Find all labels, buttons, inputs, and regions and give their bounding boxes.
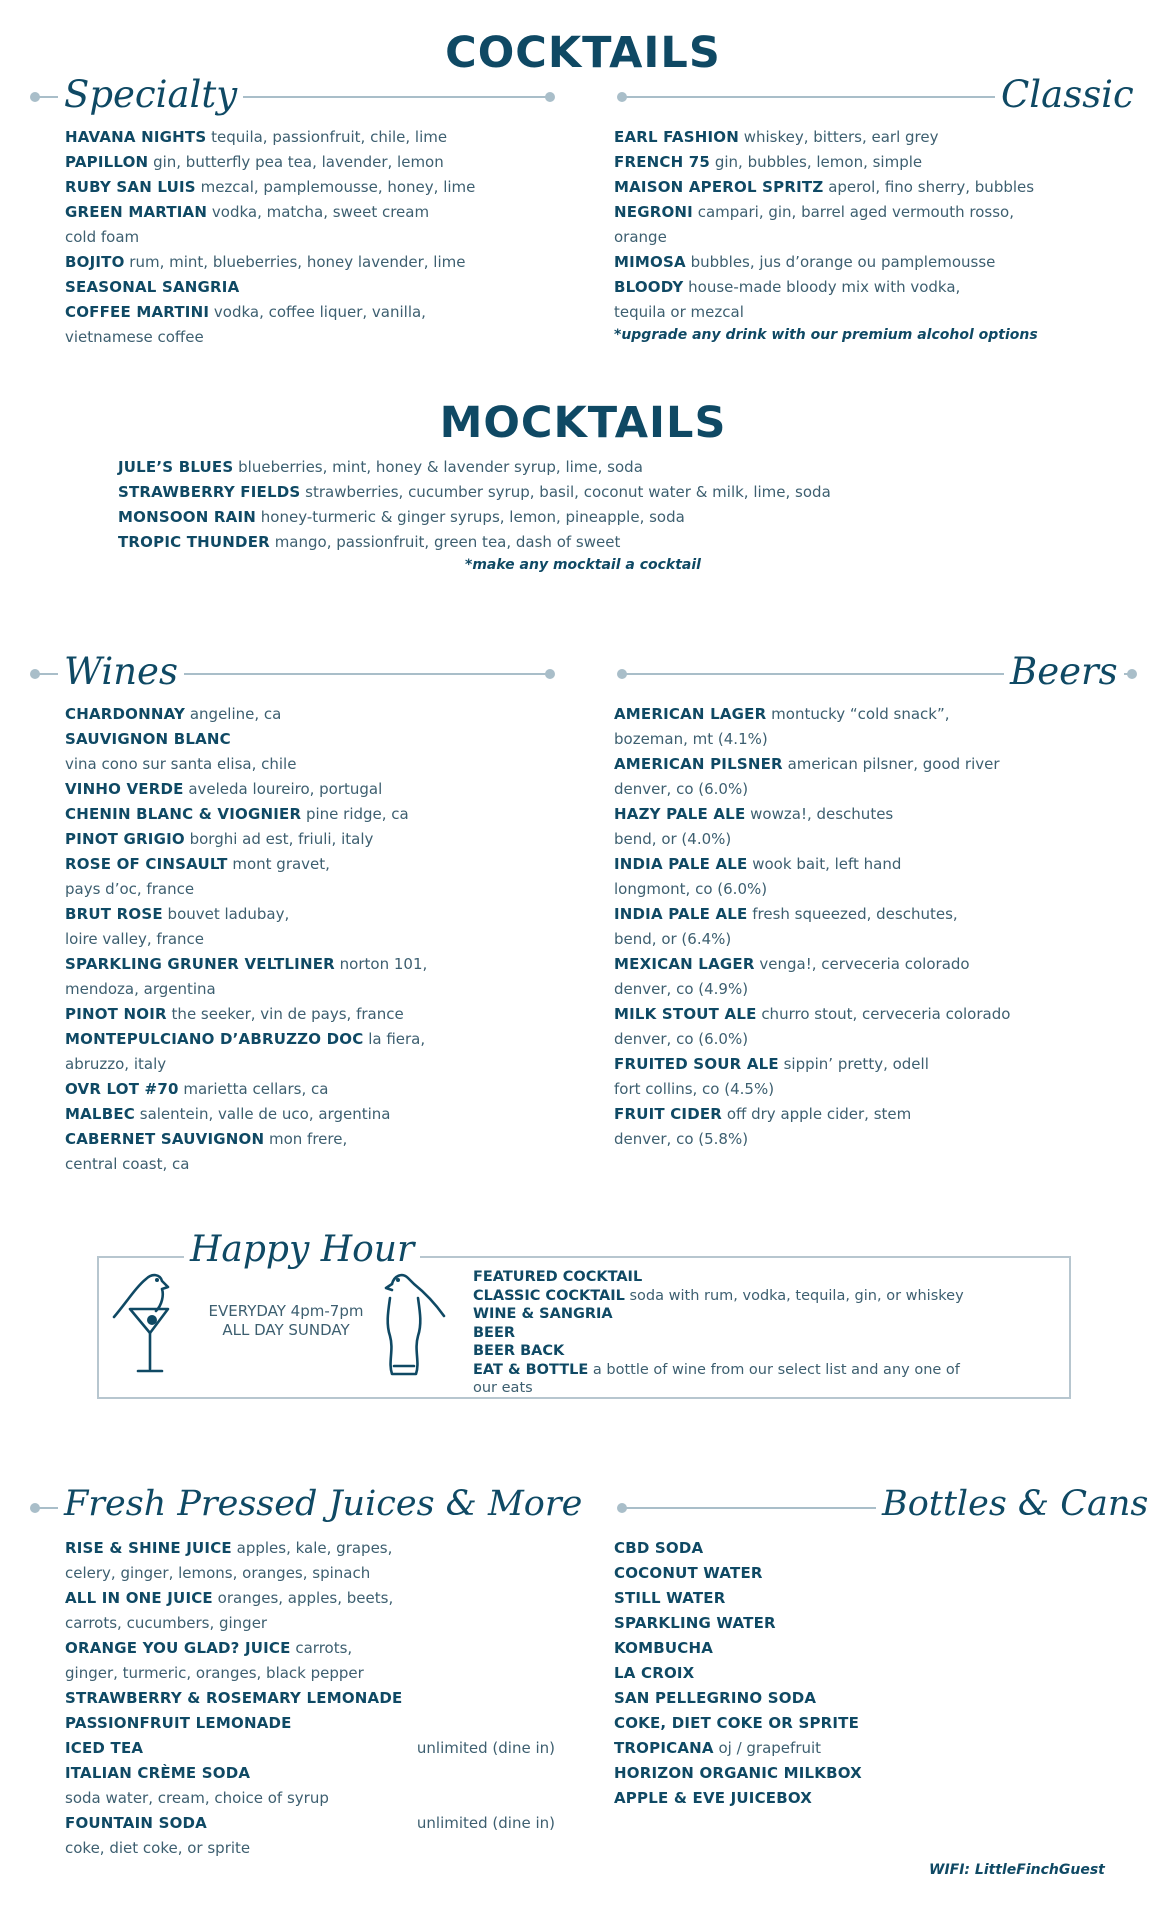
menu-item-name: TROPIC THUNDER xyxy=(118,533,270,551)
menu-item-description: bend, or (4.0%) xyxy=(614,830,732,848)
menu-item-description: house-made bloody mix with vodka, xyxy=(683,278,961,296)
menu-item xyxy=(614,1761,862,1786)
menu-item xyxy=(65,1611,555,1636)
menu-item-name: MILK STOUT ALE xyxy=(614,1005,757,1023)
menu-item xyxy=(614,1052,1010,1077)
menu-item-name: CHARDONNAY xyxy=(65,705,186,723)
menu-item-description: venga!, cerveceria colorado xyxy=(754,955,970,973)
menu-item xyxy=(614,225,1034,250)
menu-item-name: BEER xyxy=(473,1324,516,1341)
menu-item-name: INDIA PALE ALE xyxy=(614,905,748,923)
menu-item-name: MEXICAN LAGER xyxy=(614,955,755,973)
menu-item-name: SEASONAL SANGRIA xyxy=(65,278,240,296)
menu-item-name: BLOODY xyxy=(614,278,684,296)
menu-item xyxy=(614,275,1034,300)
menu-item-description: our eats xyxy=(473,1380,533,1396)
menu-item-description: wook bait, left hand xyxy=(747,855,902,873)
menu-item xyxy=(614,1536,862,1561)
menu-item-name: AMERICAN PILSNER xyxy=(614,755,783,773)
wifi-info: WIFI: LittleFinchGuest xyxy=(929,1862,1105,1878)
menu-item-description: aveleda loureiro, portugal xyxy=(183,780,383,798)
menu-item-name: NEGRONI xyxy=(614,203,693,221)
menu-item xyxy=(614,250,1034,275)
menu-item-description: fresh squeezed, deschutes, xyxy=(747,905,958,923)
menu-item-name: COCONUT WATER xyxy=(614,1564,763,1582)
specialty-heading: Specialty xyxy=(58,76,243,113)
menu-item-description: churro stout, cerveceria colorado xyxy=(756,1005,1011,1023)
happy-hour-sunday: ALL DAY SUNDAY xyxy=(222,1321,350,1339)
specialty-list xyxy=(65,125,475,350)
menu-item xyxy=(65,952,427,977)
menu-item xyxy=(65,702,427,727)
menu-item xyxy=(65,1127,427,1152)
menu-item-description: tequila, passionfruit, chile, lime xyxy=(206,128,448,146)
mocktail-note: *make any mocktail a cocktail xyxy=(465,557,701,573)
menu-item-description: abruzzo, italy xyxy=(65,1055,167,1073)
menu-item xyxy=(65,1786,555,1811)
menu-item-name: AMERICAN LAGER xyxy=(614,705,767,723)
menu-item xyxy=(614,150,1034,175)
menu-item xyxy=(65,1586,555,1611)
menu-item xyxy=(614,300,1034,325)
menu-item xyxy=(614,1736,862,1761)
menu-item-description: aperol, fino sherry, bubbles xyxy=(823,178,1035,196)
menu-item-description: norton 101, xyxy=(334,955,428,973)
menu-item-name: STRAWBERRY & ROSEMARY LEMONADE xyxy=(65,1689,403,1707)
menu-item xyxy=(614,1661,862,1686)
menu-item-description: gin, butterfly pea tea, lavender, lemon xyxy=(148,153,444,171)
menu-item-description: oranges, apples, beets, xyxy=(212,1589,394,1607)
menu-item-description: mezcal, pamplemousse, honey, lime xyxy=(195,178,476,196)
menu-item-name: FRENCH 75 xyxy=(614,153,711,171)
classic-heading: Classic xyxy=(995,76,1140,113)
menu-item xyxy=(614,1002,1010,1027)
menu-item-description: american pilsner, good river xyxy=(782,755,1000,773)
menu-item-description: denver, co (4.9%) xyxy=(614,980,749,998)
menu-item-name: EAT & BOTTLE xyxy=(473,1361,589,1378)
menu-item-name: SPARKLING WATER xyxy=(614,1614,776,1632)
menu-item-name: STILL WATER xyxy=(614,1589,726,1607)
menu-item-description: campari, gin, barrel aged vermouth rosso, xyxy=(692,203,1014,221)
menu-item-description: gin, bubbles, lemon, simple xyxy=(710,153,923,171)
cocktails-title: COCKTAILS xyxy=(445,28,721,78)
bottles-list xyxy=(614,1536,862,1811)
menu-item-description: oj / grapefruit xyxy=(713,1739,822,1757)
menu-item-description: vodka, coffee liquer, vanilla, xyxy=(209,303,426,321)
menu-item-description: soda with rum, vodka, tequila, gin, or whiskey xyxy=(624,1287,964,1304)
menu-item xyxy=(614,1077,1010,1102)
menu-item-description: honey-turmeric & ginger syrups, lemon, pineapple, soda xyxy=(256,508,685,526)
menu-item xyxy=(65,300,475,325)
menu-item-name: ROSE OF CINSAULT xyxy=(65,855,228,873)
martini-bird-icon xyxy=(110,1265,190,1380)
menu-item xyxy=(614,702,1010,727)
menu-item-name: SPARKLING GRUNER VELTLINER xyxy=(65,955,335,973)
menu-item-description: longmont, co (6.0%) xyxy=(614,880,768,898)
menu-item xyxy=(65,1636,555,1661)
menu-item-name: ALL IN ONE JUICE xyxy=(65,1589,213,1607)
menu-item-name: TROPICANA xyxy=(614,1739,714,1757)
menu-item-name: PINOT NOIR xyxy=(65,1005,167,1023)
menu-item xyxy=(473,1342,964,1361)
menu-item-description: mont gravet, xyxy=(227,855,330,873)
mocktails-list xyxy=(118,455,831,555)
menu-item xyxy=(65,200,475,225)
menu-item xyxy=(65,1811,555,1836)
menu-item-name: MALBEC xyxy=(65,1105,135,1123)
menu-item-description: soda water, cream, choice of syrup xyxy=(65,1789,329,1807)
menu-item xyxy=(65,1761,555,1786)
happy-hour-schedule xyxy=(196,1302,376,1340)
menu-item-name: COFFEE MARTINI xyxy=(65,303,210,321)
menu-item-name: FOUNTAIN SODA xyxy=(65,1814,207,1832)
menu-item xyxy=(65,752,427,777)
menu-item xyxy=(473,1268,964,1287)
menu-item-description: loire valley, france xyxy=(65,930,205,948)
menu-item-name: CBD SODA xyxy=(614,1539,704,1557)
menu-item-name: HAVANA NIGHTS xyxy=(65,128,207,146)
menu-item-name: PASSIONFRUIT LEMONADE xyxy=(65,1714,292,1732)
menu-item xyxy=(65,1736,555,1761)
menu-item-name: LA CROIX xyxy=(614,1664,695,1682)
menu-item xyxy=(65,1836,555,1861)
menu-item xyxy=(65,275,475,300)
happy-hour-weekday-time: EVERYDAY 4pm-7pm xyxy=(208,1302,364,1320)
menu-item-name: BOJITO xyxy=(65,253,125,271)
menu-item-name: EARL FASHION xyxy=(614,128,739,146)
menu-item-description: angeline, ca xyxy=(185,705,282,723)
menu-item xyxy=(614,802,1010,827)
menu-item-name: MONSOON RAIN xyxy=(118,508,257,526)
rule-end-dot xyxy=(1127,669,1137,679)
menu-item xyxy=(65,1561,555,1586)
menu-item-name: INDIA PALE ALE xyxy=(614,855,748,873)
menu-item xyxy=(118,480,831,505)
menu-item-description: borghi ad est, friuli, italy xyxy=(184,830,374,848)
menu-item-description: fort collins, co (4.5%) xyxy=(614,1080,775,1098)
menu-item-name: KOMBUCHA xyxy=(614,1639,714,1657)
menu-item xyxy=(473,1379,964,1398)
menu-item xyxy=(473,1287,964,1306)
menu-item xyxy=(614,927,1010,952)
menu-item-description: bozeman, mt (4.1%) xyxy=(614,730,768,748)
menu-item xyxy=(614,1686,862,1711)
mocktails-title: MOCKTAILS xyxy=(439,398,727,448)
menu-item-name: VINHO VERDE xyxy=(65,780,184,798)
beers-list xyxy=(614,702,1010,1152)
menu-item xyxy=(614,852,1010,877)
menu-item-name: APPLE & EVE JUICEBOX xyxy=(614,1789,813,1807)
menu-item-name: ICED TEA xyxy=(65,1739,144,1757)
menu-item xyxy=(614,200,1034,225)
menu-item xyxy=(614,1102,1010,1127)
menu-item xyxy=(118,455,831,480)
menu-item-description: ginger, turmeric, oranges, black pepper xyxy=(65,1664,364,1682)
menu-item-description: the seeker, vin de pays, france xyxy=(166,1005,404,1023)
menu-item xyxy=(614,175,1034,200)
menu-item xyxy=(614,1611,862,1636)
menu-item-name: FRUIT CIDER xyxy=(614,1105,723,1123)
menu-item-name: RUBY SAN LUIS xyxy=(65,178,196,196)
menu-item xyxy=(65,802,427,827)
menu-item-description: mango, passionfruit, green tea, dash of sweet xyxy=(269,533,621,551)
menu-item-description: marietta cellars, ca xyxy=(178,1080,329,1098)
menu-item xyxy=(65,1102,427,1127)
menu-item xyxy=(614,1711,862,1736)
menu-item xyxy=(65,1052,427,1077)
menu-item-description: mon frere, xyxy=(264,1130,348,1148)
menu-item-description: denver, co (5.8%) xyxy=(614,1130,749,1148)
menu-item xyxy=(614,952,1010,977)
menu-item-name: PAPILLON xyxy=(65,153,149,171)
menu-item xyxy=(614,777,1010,802)
menu-item-description: central coast, ca xyxy=(65,1155,190,1173)
menu-item xyxy=(118,530,831,555)
menu-item xyxy=(614,1027,1010,1052)
beer-glass-bird-icon xyxy=(378,1262,460,1380)
menu-item-name: COKE, DIET COKE OR SPRITE xyxy=(614,1714,860,1732)
menu-item-name: MIMOSA xyxy=(614,253,686,271)
menu-item xyxy=(118,505,831,530)
menu-item-description: carrots, xyxy=(290,1639,353,1657)
menu-item-name: GREEN MARTIAN xyxy=(65,203,208,221)
menu-item xyxy=(65,1711,555,1736)
menu-item xyxy=(65,1536,555,1561)
menu-item xyxy=(473,1361,964,1380)
menu-item-name: JULE’S BLUES xyxy=(118,458,234,476)
menu-item-description: salentein, valle de uco, argentina xyxy=(134,1105,391,1123)
menu-item-description: a bottle of wine from our select list and any one of xyxy=(588,1361,960,1378)
menu-item-price-note: unlimited (dine in) xyxy=(416,1814,555,1832)
menu-item-name: FRUITED SOUR ALE xyxy=(614,1055,779,1073)
menu-item xyxy=(65,325,475,350)
menu-item xyxy=(614,1127,1010,1152)
menu-item-description: pays d’oc, france xyxy=(65,880,195,898)
menu-item-name: MAISON APEROL SPRITZ xyxy=(614,178,824,196)
menu-item-description: strawberries, cucumber syrup, basil, coconut water & milk, lime, soda xyxy=(300,483,831,501)
juices-heading: Fresh Pressed Juices & More xyxy=(58,1487,588,1522)
juices-list xyxy=(65,1536,555,1861)
menu-item-description: celery, ginger, lemons, oranges, spinach xyxy=(65,1564,371,1582)
menu-item-name: SAUVIGNON BLANC xyxy=(65,730,231,748)
menu-item-name: STRAWBERRY FIELDS xyxy=(118,483,301,501)
menu-item xyxy=(65,727,427,752)
menu-item xyxy=(65,125,475,150)
menu-item-description: vietnamese coffee xyxy=(65,328,204,346)
happy-hour-heading: Happy Hour xyxy=(184,1232,420,1268)
classic-list xyxy=(614,125,1034,325)
bottles-heading: Bottles & Cans xyxy=(876,1487,1154,1522)
menu-item-description: wowza!, deschutes xyxy=(745,805,894,823)
menu-item-description: montucky “cold snack”, xyxy=(766,705,950,723)
premium-upgrade-note: *upgrade any drink with our premium alcohol options xyxy=(614,327,1038,343)
menu-item xyxy=(65,877,427,902)
menu-item xyxy=(65,827,427,852)
menu-item xyxy=(473,1305,964,1324)
menu-item-name: BRUT ROSE xyxy=(65,905,163,923)
menu-item xyxy=(65,1077,427,1102)
menu-item-name: MONTEPULCIANO D’ABRUZZO DOC xyxy=(65,1030,364,1048)
menu-item-description: rum, mint, blueberries, honey lavender, lime xyxy=(124,253,466,271)
menu-item xyxy=(65,927,427,952)
menu-item xyxy=(473,1324,964,1343)
menu-item-name: CHENIN BLANC & VIOGNIER xyxy=(65,805,302,823)
menu-item-description: denver, co (6.0%) xyxy=(614,780,749,798)
menu-item xyxy=(614,752,1010,777)
menu-item-name: OVR LOT #70 xyxy=(65,1080,179,1098)
happy-hour-list xyxy=(473,1268,964,1398)
menu-item-name: RISE & SHINE JUICE xyxy=(65,1539,232,1557)
menu-item-name: BEER BACK xyxy=(473,1343,565,1359)
menu-item-description: tequila or mezcal xyxy=(614,303,744,321)
menu-item-name: ORANGE YOU GLAD? JUICE xyxy=(65,1639,291,1657)
menu-item xyxy=(614,1636,862,1661)
menu-item xyxy=(614,125,1034,150)
menu-item-name: SAN PELLEGRINO SODA xyxy=(614,1689,817,1707)
menu-item xyxy=(65,902,427,927)
menu-item xyxy=(614,1586,862,1611)
menu-item-description: pine ridge, ca xyxy=(301,805,409,823)
menu-item-price-note: unlimited (dine in) xyxy=(416,1739,555,1757)
menu-item-description: sippin’ pretty, odell xyxy=(778,1055,929,1073)
rule-end-dot xyxy=(545,92,555,102)
menu-item-description: orange xyxy=(614,228,667,246)
menu-item-description: bend, or (6.4%) xyxy=(614,930,732,948)
menu-item xyxy=(65,175,475,200)
wines-list xyxy=(65,702,427,1177)
menu-item xyxy=(65,977,427,1002)
menu-item-description: bouvet ladubay, xyxy=(162,905,290,923)
beers-heading: Beers xyxy=(1004,653,1124,690)
menu-item-description: bubbles, jus d’orange ou pamplemousse xyxy=(685,253,996,271)
menu-item-name: PINOT GRIGIO xyxy=(65,830,185,848)
menu-item-description: cold foam xyxy=(65,228,140,246)
menu-item-description: apples, kale, grapes, xyxy=(231,1539,393,1557)
menu-item xyxy=(65,852,427,877)
menu-item xyxy=(614,977,1010,1002)
menu-item-description: denver, co (6.0%) xyxy=(614,1030,749,1048)
menu-item xyxy=(614,877,1010,902)
menu-item-name: HORIZON ORGANIC MILKBOX xyxy=(614,1764,862,1782)
menu-item-description: whiskey, bitters, earl grey xyxy=(738,128,939,146)
menu-item xyxy=(65,250,475,275)
menu-item-description: coke, diet coke, or sprite xyxy=(65,1839,251,1857)
menu-item-description: off dry apple cider, stem xyxy=(722,1105,912,1123)
menu-item xyxy=(65,1661,555,1686)
rule-end-dot xyxy=(545,669,555,679)
menu-item xyxy=(65,150,475,175)
menu-item xyxy=(614,902,1010,927)
menu-item-name: WINE & SANGRIA xyxy=(473,1306,613,1322)
menu-item xyxy=(614,827,1010,852)
menu-item xyxy=(65,1152,427,1177)
menu-item-description: blueberries, mint, honey & lavender syrup, lime, soda xyxy=(233,458,643,476)
menu-item-description: vodka, matcha, sweet cream xyxy=(207,203,430,221)
wines-heading: Wines xyxy=(58,653,184,690)
menu-item-name: CABERNET SAUVIGNON xyxy=(65,1130,265,1148)
menu-item xyxy=(65,1686,555,1711)
menu-item xyxy=(614,1561,862,1586)
menu-item-name: CLASSIC COCKTAIL xyxy=(473,1287,625,1304)
menu-item-description: la fiera, xyxy=(363,1030,426,1048)
menu-item-name: HAZY PALE ALE xyxy=(614,805,746,823)
menu-item-name: FEATURED COCKTAIL xyxy=(473,1269,643,1285)
menu-item xyxy=(65,777,427,802)
menu-item xyxy=(65,1027,427,1052)
menu-item xyxy=(65,1002,427,1027)
menu-item-description: mendoza, argentina xyxy=(65,980,216,998)
menu-item xyxy=(614,727,1010,752)
menu-item-name: ITALIAN CRÈME SODA xyxy=(65,1764,251,1782)
menu-item-description: vina cono sur santa elisa, chile xyxy=(65,755,297,773)
menu-item xyxy=(65,225,475,250)
menu-item xyxy=(614,1786,862,1811)
menu-item-description: carrots, cucumbers, ginger xyxy=(65,1614,268,1632)
